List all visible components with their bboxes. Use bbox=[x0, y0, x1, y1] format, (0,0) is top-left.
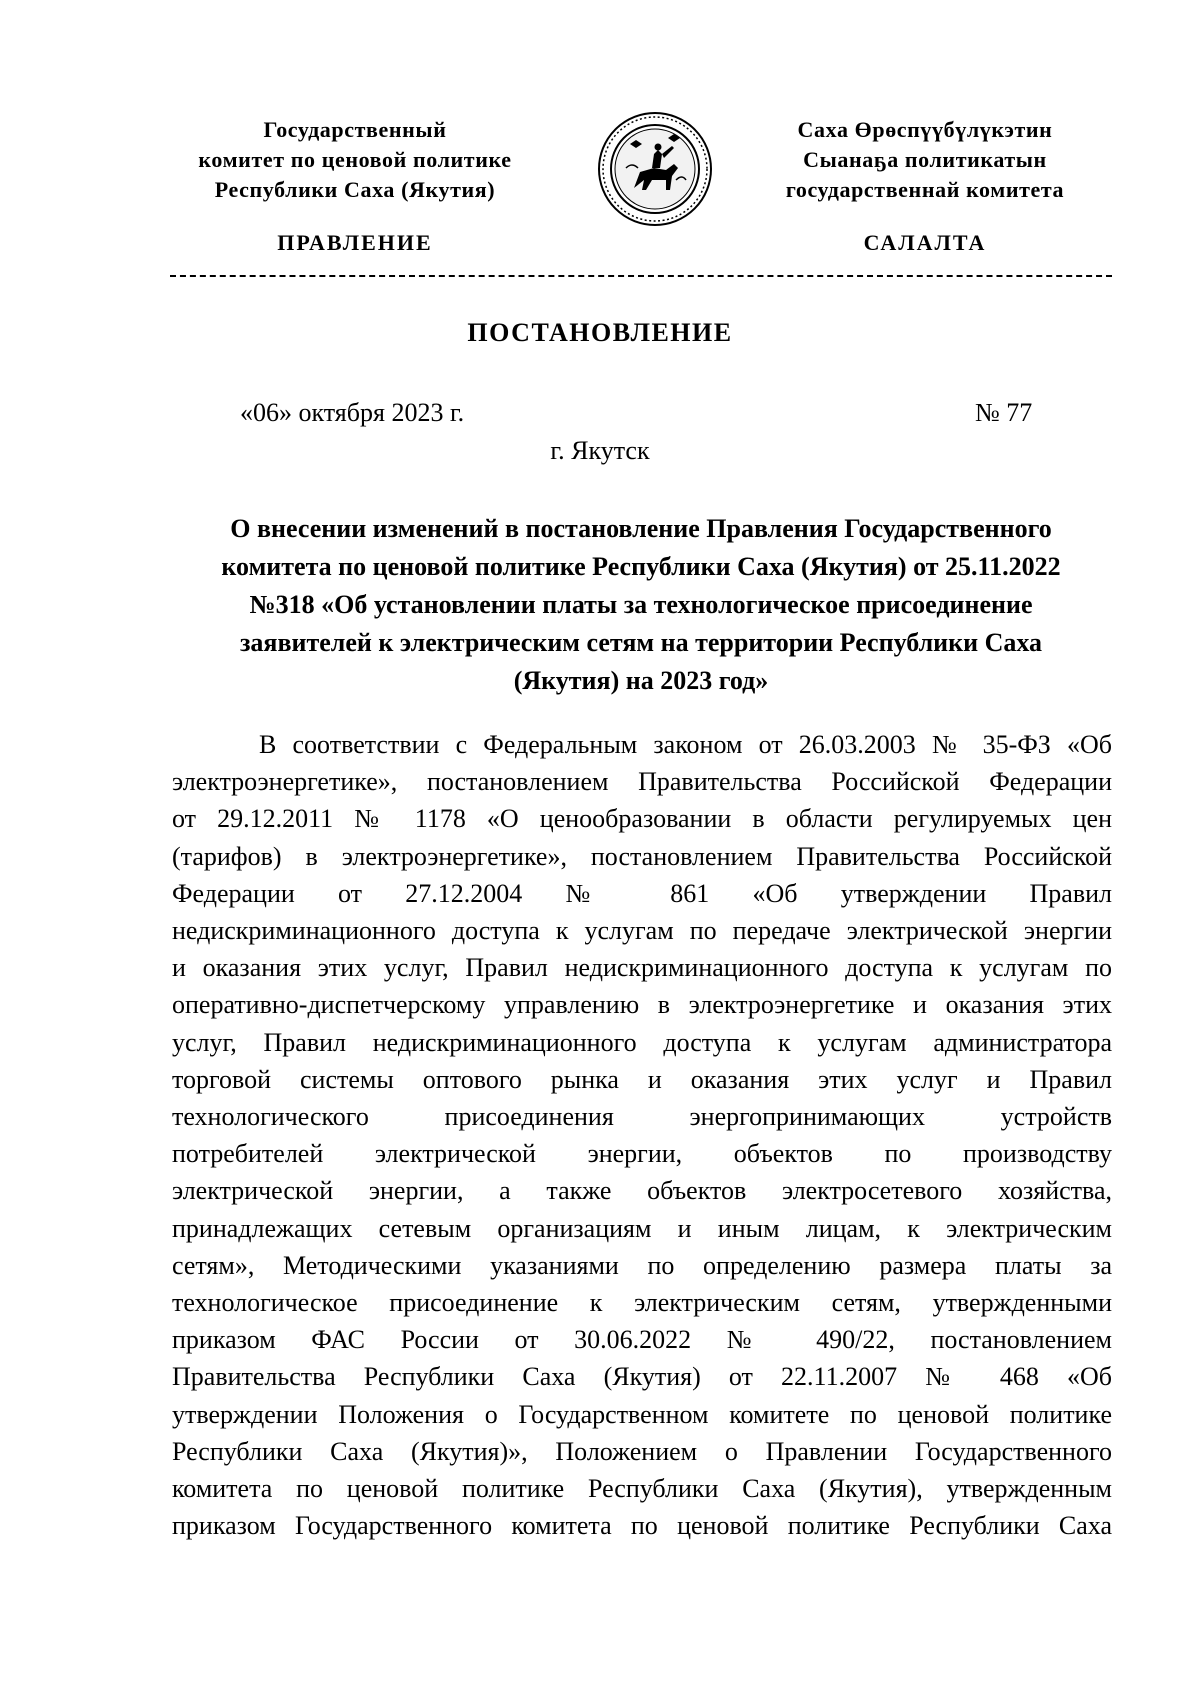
header-right-line: Сыанаҕа политикатын bbox=[803, 147, 1047, 172]
header-right-org-name bbox=[735, 115, 1115, 205]
body-line: Республики Саха (Якутия)», Положением о Правлении Государственного bbox=[172, 1436, 1112, 1466]
body-line: приказом Государственного комитета по ценовой политике Республики Саха bbox=[172, 1511, 1112, 1541]
title-line: (Якутия) на 2023 год» bbox=[513, 666, 769, 695]
body-line: принадлежащих сетевым организациям и иным лицам, к электрическим bbox=[172, 1213, 1112, 1243]
header-left-line: комитет по ценовой политике bbox=[198, 147, 512, 172]
document-body bbox=[172, 726, 1112, 1544]
body-line: технологического присоединения энергопринимающих устройств bbox=[172, 1102, 1112, 1132]
title-line: №318 «Об установлении платы за технологическое присоединение bbox=[249, 590, 1033, 619]
body-line: недискриминационного доступа к услугам по передаче электрической энергии bbox=[172, 916, 1112, 946]
body-line: и оказания этих услуг, Правил недискриминационного доступа к услугам по bbox=[172, 953, 1112, 983]
header-right-line: государственнай комитета bbox=[785, 177, 1065, 202]
header-left-line: Государственный bbox=[263, 117, 447, 142]
document-number: № 77 bbox=[975, 398, 1033, 427]
header-left-line: Республики Саха (Якутия) bbox=[214, 177, 496, 202]
body-line: комитета по ценовой политике Республики Саха (Якутия), утвержденным bbox=[172, 1474, 1112, 1504]
header-right-board: САЛАЛТА bbox=[863, 230, 987, 255]
body-line: Правительства Республики Саха (Якутия) от 22.11.2007 № 468 «Об bbox=[172, 1362, 1112, 1392]
body-line: технологическое присоединение к электрическим сетям, утвержденными bbox=[172, 1288, 1112, 1318]
body-line: торговой системы оптового рынка и оказания этих услуг и Правил bbox=[172, 1064, 1112, 1094]
body-line: услуг, Правил недискриминационного доступа к услугам администратора bbox=[172, 1027, 1112, 1057]
document-title bbox=[170, 510, 1112, 700]
body-line: электроэнергетике», постановлением Правительства Российской Федерации bbox=[172, 767, 1112, 797]
document-type: ПОСТАНОВЛЕНИЕ bbox=[467, 318, 733, 347]
title-line: О внесении изменений в постановление Правления Государственного bbox=[230, 514, 1052, 543]
header-left-org-name bbox=[165, 115, 545, 205]
title-line: комитета по ценовой политике Республики Саха (Якутия) от 25.11.2022 bbox=[221, 552, 1061, 581]
body-line: оперативно-диспетчерскому управлению в электроэнергетике и оказания этих bbox=[172, 990, 1112, 1020]
header-right-line: Саха Өрөспүүбүлүкэтин bbox=[797, 117, 1053, 142]
document-city: г. Якутск bbox=[550, 436, 650, 465]
body-line: Федерации от 27.12.2004 № 861 «Об утверждении Правил bbox=[172, 878, 1112, 908]
body-line: сетям», Методическими указаниями по определению размера платы за bbox=[172, 1250, 1112, 1280]
body-line: электрической энергии, а также объектов электросетевого хозяйства, bbox=[172, 1176, 1112, 1206]
body-line: от 29.12.2011 № 1178 «О ценообразовании в области регулируемых цен bbox=[172, 804, 1112, 834]
header-divider bbox=[170, 275, 1112, 277]
header-left-board: ПРАВЛЕНИЕ bbox=[277, 230, 433, 255]
body-line: (тарифов) в электроэнергетике», постановлением Правительства Российской bbox=[172, 841, 1112, 871]
title-line: заявителей к электрическим сетям на территории Республики Саха bbox=[239, 628, 1043, 657]
emblem-seal bbox=[596, 110, 714, 228]
body-line: В соответствии с Федеральным законом от 26.03.2003 № 35-ФЗ «Об bbox=[259, 730, 1112, 759]
body-line: потребителей электрической энергии, объектов по производству bbox=[172, 1139, 1112, 1169]
body-line: утверждении Положения о Государственном комитете по ценовой политике bbox=[172, 1399, 1112, 1429]
document-date: «06» октября 2023 г. bbox=[240, 398, 465, 427]
body-line: приказом ФАС России от 30.06.2022 № 490/22, постановлением bbox=[172, 1325, 1112, 1355]
